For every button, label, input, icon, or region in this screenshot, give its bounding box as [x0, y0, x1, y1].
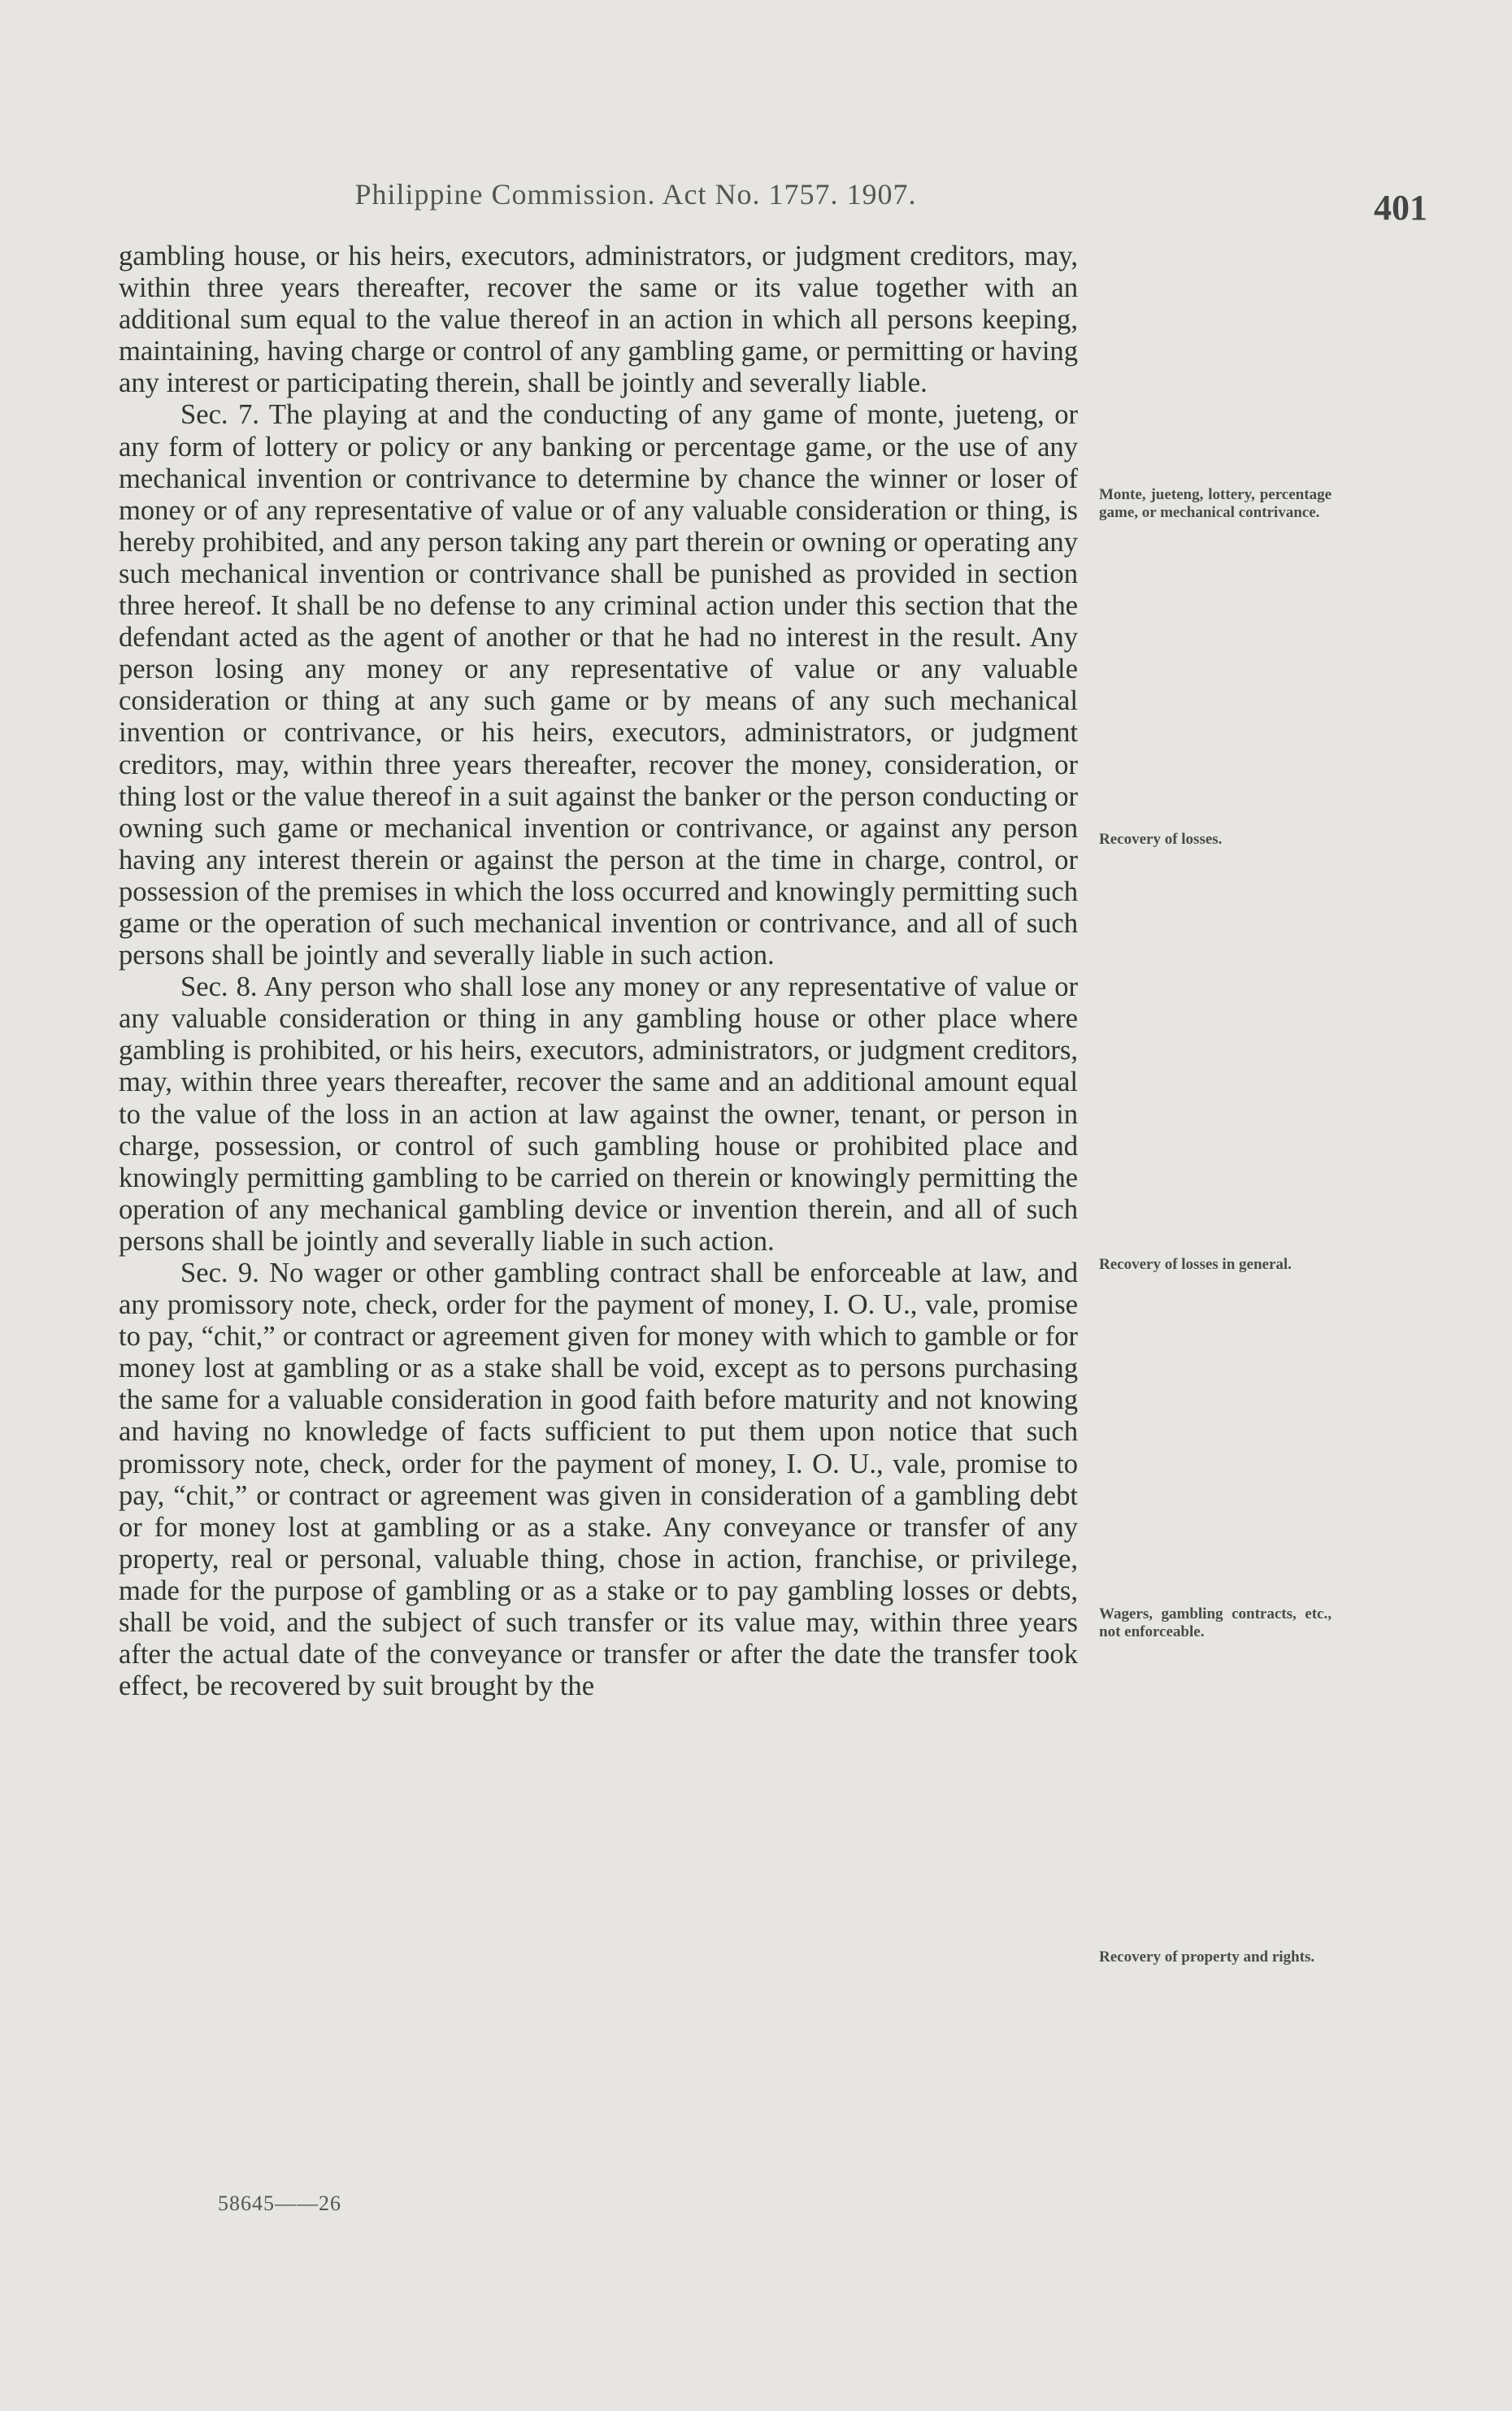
- margin-note-monte: Monte, jueteng, lottery, percentage game, or mechanical contrivance.: [1099, 486, 1332, 521]
- section-9: Sec. 9. No wager or other gambling contract shall be enforceable at law, and any promissory note, check, order for the payment of money, I. O. U., vale, promise to pay, “chit,” or contract or agreement given for money with which to gamble or for money lost at gambling or as a stake shall be void, except as to persons purchasing the same for a valuable consideration in good faith before maturity and not knowing and having no knowledge of facts sufficient to put them upon notice that such promissory note, check, order for the payment of money, I. O. U., vale, promise to pay, “chit,” or contract or agreement was given in consideration of a gambling debt or for money lost at gambling or as a stake. Any conveyance or transfer of any property, real or personal, valuable thing, chose in action, franchise, or privilege, made for the purpose of gambling or as a stake or to pay gambling losses or debts, shall be void, and the subject of such transfer or its value may, within three years after the actual date of the conveyance or transfer or after the date the transfer took effect, be recovered by suit brought by the: [119, 1258, 1078, 1702]
- main-text: [119, 241, 1078, 1702]
- margin-note-recovery-general: Recovery of losses in general.: [1099, 1256, 1292, 1273]
- running-header: Philippine Commission. Act No. 1757. 1907.: [354, 178, 917, 211]
- margin-note-wagers: Wagers, gambling contracts, etc., not enforceable.: [1099, 1605, 1332, 1640]
- printer-signature: 58645——26: [218, 2192, 341, 2215]
- margin-note-recovery-property: Recovery of property and rights.: [1099, 1948, 1315, 1966]
- page-number: 401: [1374, 188, 1427, 228]
- section-8: Sec. 8. Any person who shall lose any money or any representative of value or any valuable consideration or thing in any gambling house or other place where gambling is prohibited, or his heirs, executors, administrators, or judgment creditors, may, within three years thereafter, recover the same and an additional amount equal to the value of the loss in an action at law against the owner, tenant, or person in charge, possession, or control of such gambling house or prohibited place and knowingly permitting gambling to be carried on therein or knowingly permitting the operation of any mechanical gambling device or invention therein, and all of such persons shall be jointly and severally liable in such action.: [119, 971, 1078, 1257]
- paragraph-continuation: gambling house, or his heirs, executors, administrators, or judgment creditors, may, within three years thereafter, recover the same or its value together with an additional sum equal to the value thereof in an action in which all persons keeping, maintaining, having charge or control of any gambling game, or permitting or having any interest or participating therein, shall be jointly and severally liable.: [119, 241, 1078, 399]
- section-7: Sec. 7. The playing at and the conducting of any game of monte, jueteng, or any form of lottery or policy or any banking or percentage game, or the use of any mechanical invention or contrivance to determine by chance the winner or loser of money or of any representative of value or of any valuable consideration or thing, is hereby prohibited, and any person taking any part therein or owning or operating any such mechanical invention or contrivance shall be punished as provided in section three hereof. It shall be no defense to any criminal action under this section that the defendant acted as the agent of another or that he had no interest in the result. Any person losing any money or any representative of value or any valuable consideration or thing at any such game or by means of any such mechanical invention or contrivance, or his heirs, executors, administrators, or judgment creditors, may, within three years thereafter, recover the money, consideration, or thing lost or the value thereof in a suit against the banker or the person conducting or owning such game or mechanical invention or contrivance, or against any person having any interest therein or against the person at the time in charge, control, or possession of the premises in which the loss occurred and knowingly permitting such game or the operation of such mechanical invention or contrivance, and all of such persons shall be jointly and severally liable in such action.: [119, 399, 1078, 971]
- margin-note-recovery-of-losses: Recovery of losses.: [1099, 831, 1223, 848]
